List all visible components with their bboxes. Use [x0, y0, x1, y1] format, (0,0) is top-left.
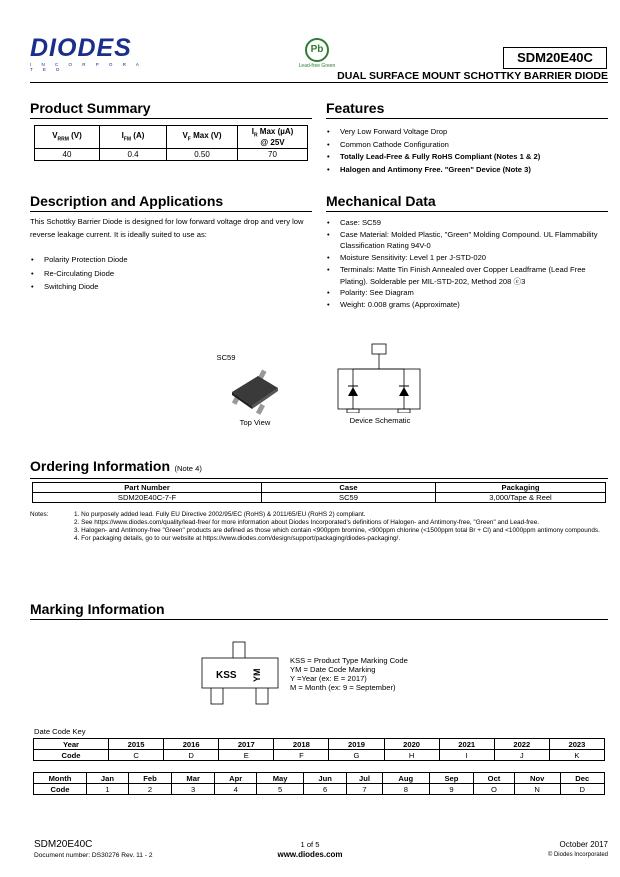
month-cell: Feb	[128, 773, 171, 784]
lead-free-badge	[294, 38, 340, 69]
year-cell: 2015	[109, 739, 164, 750]
footer-part: SDM20E40C	[34, 839, 93, 850]
diodes-logo	[30, 36, 148, 70]
year-cell: 2023	[549, 739, 604, 750]
ordering-packaging: 3,000/Tape & Reel	[436, 493, 606, 503]
month-label: Month	[34, 773, 87, 784]
year-cell: 2017	[219, 739, 274, 750]
marking-chip-code: KSS	[216, 670, 237, 681]
mechanical-title: Mechanical Data	[326, 193, 436, 209]
header-vrrm: $V_{RRM}$ (V)	[35, 126, 100, 149]
product-summary-section	[30, 100, 312, 161]
marking-legend-line: M = Month (ex: 9 = September)	[290, 683, 396, 692]
year-cell: 2020	[384, 739, 439, 750]
logo-subtext: I N C O R P O R A T E D	[30, 62, 144, 72]
value-ifm: 0.4	[100, 149, 167, 161]
section-rule	[326, 211, 608, 212]
year-code-cell: C	[109, 750, 164, 761]
month-code-table	[33, 772, 605, 795]
features-title: Features	[326, 100, 385, 116]
description-title: Description and Applications	[30, 193, 224, 209]
application-item: • Re-Circulating Diode	[30, 267, 312, 281]
value-ir: 70	[238, 149, 308, 161]
notes-label: Notes:	[30, 511, 49, 518]
month-cell: Jan	[87, 773, 129, 784]
mechanical-item: • Terminals: Matte Tin Finish Annealed over Copper Leadframe (Lead Free Plating). Solderable per MIL-STD-202, Method 208 ⓔ3	[326, 264, 608, 287]
year-code-cell: E	[219, 750, 274, 761]
year-cell: 2016	[164, 739, 219, 750]
month-code-cell: 3	[172, 784, 215, 795]
month-cell: Jul	[347, 773, 383, 784]
code-label: Code	[34, 784, 87, 795]
marking-section	[30, 601, 608, 620]
application-item: • Switching Diode	[30, 280, 312, 294]
product-summary-title: Product Summary	[30, 100, 151, 116]
notes-list	[74, 511, 608, 543]
month-code-cell: 8	[382, 784, 429, 795]
year-label: Year	[34, 739, 109, 750]
marking-legend	[290, 656, 408, 692]
feature-item: • Very Low Forward Voltage Drop	[326, 126, 608, 139]
month-code-cell: 6	[304, 784, 347, 795]
month-cell: Jun	[304, 773, 347, 784]
applications-list	[30, 253, 312, 294]
sc59-package-image	[228, 366, 284, 416]
footer-copyright: © Diodes Incorporated	[547, 852, 608, 858]
mechanical-item: • Polarity: See Diagram	[326, 287, 608, 299]
device-schematic	[334, 341, 424, 413]
header-vf: $V_F$ Max (V)	[167, 126, 238, 149]
mechanical-item: • Case: SC59	[326, 217, 608, 229]
mechanical-item: • Case Material: Molded Plastic, "Green" Molding Compound. UL Flammability Classification Rating 94V-0	[326, 229, 608, 252]
header-ir: $I_R$ Max (µA) @ 25V	[238, 126, 308, 149]
month-cell: Apr	[215, 773, 257, 784]
month-cell: May	[257, 773, 304, 784]
month-cell: Nov	[514, 773, 560, 784]
feature-item: • Halogen and Antimony Free. "Green" Device (Note 3)	[326, 164, 608, 177]
year-cell: 2022	[494, 739, 549, 750]
section-rule	[30, 211, 312, 212]
ordering-title: Ordering Information	[30, 458, 170, 474]
package-label: SC59	[216, 353, 236, 362]
date-code-title: Date Code Key	[34, 727, 86, 736]
value-vrrm: 40	[35, 149, 100, 161]
marking-package-drawing	[198, 640, 282, 708]
note-item: 3. Halogen- and Antimony-free "Green" products are defined as those which contain <900ppm bromine, <900ppm chlorine (<1500ppm total Br + Cl) and <1000ppm antimony compounds.	[74, 527, 600, 534]
month-cell: Aug	[382, 773, 429, 784]
month-cell: Dec	[560, 773, 605, 784]
month-code-cell: O	[474, 784, 515, 795]
month-code-cell: 9	[429, 784, 473, 795]
month-code-cell: 2	[128, 784, 171, 795]
marking-legend-line: YM = Date Code Marking	[290, 665, 376, 674]
year-cell: 2018	[274, 739, 329, 750]
year-code-table	[33, 738, 605, 761]
footer-website[interactable]: www.diodes.com	[277, 850, 343, 859]
year-cell: 2021	[439, 739, 494, 750]
month-code-cell: 1	[87, 784, 129, 795]
note-item: 1. No purposely added lead. Fully EU Directive 2002/95/EC (RoHS) & 2011/65/EU (RoHS 2) compliant.	[74, 511, 366, 518]
mechanical-section	[326, 193, 608, 311]
section-rule	[30, 118, 312, 119]
ordering-table	[32, 482, 606, 503]
description-section	[30, 193, 312, 294]
marking-chip-datecode: YM	[252, 668, 262, 682]
ordering-note-ref: (Note 4)	[174, 464, 202, 473]
marking-legend-line: Y =Year (ex: E = 2017)	[290, 674, 367, 683]
year-code-cell: D	[164, 750, 219, 761]
feature-item: • Common Cathode Configuration	[326, 139, 608, 152]
ordering-section	[30, 458, 608, 503]
top-view-caption: Top View	[239, 418, 271, 427]
feature-item: • Totally Lead-Free & Fully RoHS Compliant (Notes 1 & 2)	[326, 151, 608, 164]
code-label: Code	[34, 750, 109, 761]
month-code-cell: 4	[215, 784, 257, 795]
year-code-cell: I	[439, 750, 494, 761]
mechanical-list	[326, 217, 608, 311]
month-code-cell: N	[514, 784, 560, 795]
mechanical-item: • Weight: 0.008 grams (Approximate)	[326, 299, 608, 311]
section-rule	[30, 478, 608, 479]
section-rule	[30, 619, 608, 620]
application-item: • Polarity Protection Diode	[30, 253, 312, 267]
mechanical-item: • Moisture Sensitivity: Level 1 per J-STD-020	[326, 252, 608, 264]
features-list	[326, 126, 608, 176]
product-summary-table	[34, 125, 308, 161]
logo-word: DIODES	[30, 34, 132, 62]
part-number-header: SDM20E40C	[503, 47, 607, 69]
ordering-title-row	[30, 458, 608, 476]
note-item: 2. See https://www.diodes.com/quality/lead-free/ for more information about Diodes Incorporated's definitions of Halogen- and Antimony-free, "Green" and Lead-free.	[74, 519, 540, 526]
year-cell: 2019	[329, 739, 384, 750]
header-rule	[30, 82, 608, 83]
note-item: 4. For packaging details, go to our website at https://www.diodes.com/design/support/packaging/diodes-packaging/.	[74, 535, 401, 542]
year-code-cell: J	[494, 750, 549, 761]
ordering-header-case: Case	[262, 483, 436, 493]
month-code-cell: 7	[347, 784, 383, 795]
header-ifm: $I_{FM}$ (A)	[100, 126, 167, 149]
marking-legend-line: KSS = Product Type Marking Code	[290, 656, 408, 665]
schematic-caption: Device Schematic	[349, 416, 411, 425]
ordering-header-packaging: Packaging	[436, 483, 606, 493]
document-subtitle: DUAL SURFACE MOUNT SCHOTTKY BARRIER DIODE	[337, 70, 608, 82]
year-code-cell: G	[329, 750, 384, 761]
month-cell: Oct	[474, 773, 515, 784]
ordering-part-number: SDM20E40C-7-F	[33, 493, 262, 503]
pb-icon: Pb	[305, 38, 329, 62]
year-code-cell: F	[274, 750, 329, 761]
footer-docnum: Document number: DS30276 Rev. 11 - 2	[34, 852, 153, 859]
value-vf: 0.50	[167, 149, 238, 161]
ordering-case: SC59	[262, 493, 436, 503]
month-cell: Mar	[172, 773, 215, 784]
month-code-cell: 5	[257, 784, 304, 795]
section-rule	[326, 118, 608, 119]
features-section	[326, 100, 608, 176]
ordering-header-part: Part Number	[33, 483, 262, 493]
description-text: This Schottky Barrier Diode is designed for low forward voltage drop and very low reverse leakage current. It is ideally suited to use as:	[30, 217, 304, 239]
year-code-cell: K	[549, 750, 604, 761]
footer-date: October 2017	[559, 840, 608, 849]
month-cell: Sep	[429, 773, 473, 784]
footer-page: 1 of 5	[300, 840, 320, 849]
lead-free-label: Lead-free Green	[298, 63, 336, 69]
year-code-cell: H	[384, 750, 439, 761]
marking-title: Marking Information	[30, 601, 165, 617]
month-code-cell: D	[560, 784, 605, 795]
